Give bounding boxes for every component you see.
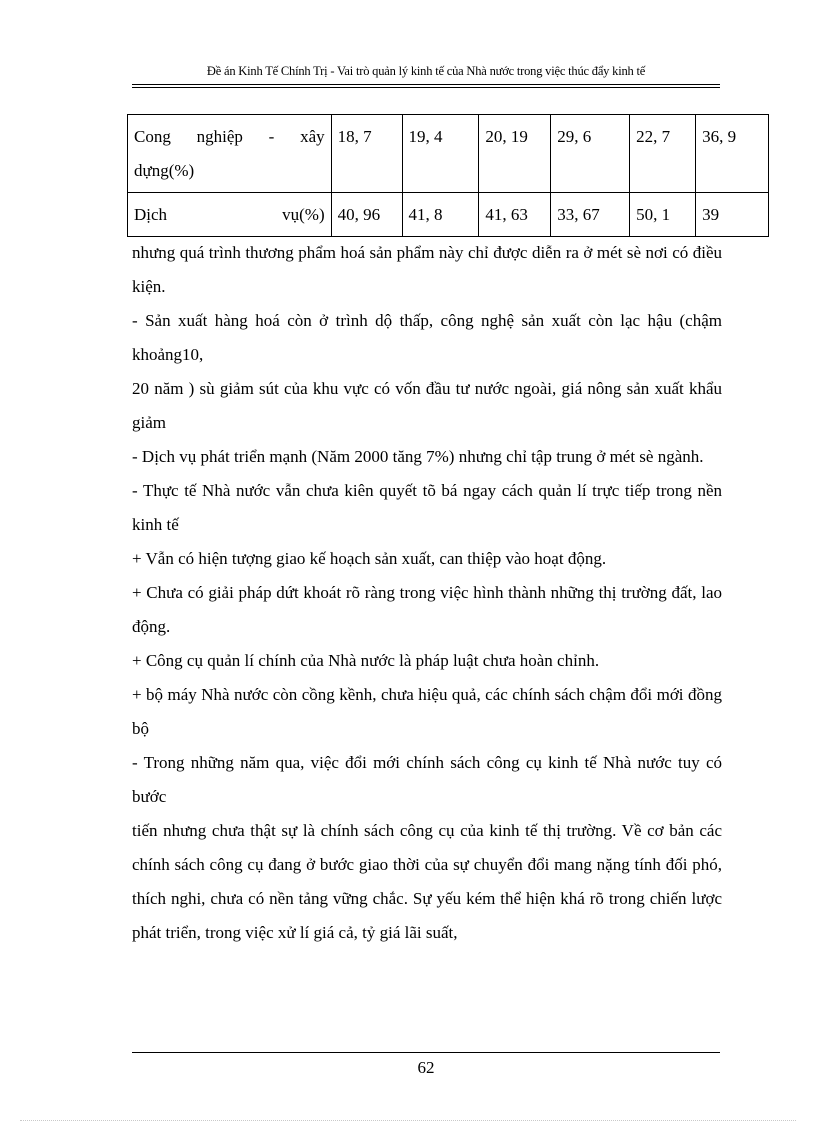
paragraph: + bộ máy Nhà nước còn cồng kềnh, chưa hiệu quả, các chính sách chậm đổi mới đồng bộ [132, 685, 722, 738]
table-row-label [128, 115, 332, 193]
table-cell: 36, 9 [696, 115, 769, 193]
table-cell: 50, 1 [630, 193, 696, 237]
table-cell: 40, 96 [331, 193, 402, 237]
row-label-line2: dựng(%) [134, 161, 195, 180]
body-text [132, 236, 722, 950]
table-cell: 22, 7 [630, 115, 696, 193]
table-cell: 20, 19 [479, 115, 551, 193]
table-row-industry [128, 115, 769, 193]
paragraph: 20 năm ) sù giảm sút của khu vực có vốn đầu tư nước ngoài, giá nông sản xuất khẩu giảm [132, 379, 722, 432]
paragraph: nhưng quá trình thương phẩm hoá sản phẩm này chỉ được diễn ra ở mét sè nơi có điều kiện. [132, 243, 722, 296]
table-row-label: Dịch vụ(%) [128, 193, 332, 237]
paragraph: + Công cụ quản lí chính của Nhà nước là pháp luật chưa hoàn chỉnh. [132, 651, 600, 670]
table-cell: 41, 63 [479, 193, 551, 237]
statistics-table [127, 114, 769, 237]
row-label-line1: Cong nghiệp - xây [134, 127, 325, 146]
table-cell: 18, 7 [331, 115, 402, 193]
table-cell: 29, 6 [551, 115, 630, 193]
paragraph: + Vẫn có hiện tượng giao kế hoạch sản xuất, can thiệp vào hoạt động. [132, 549, 607, 568]
paragraph: - Sản xuất hàng hoá còn ở trình dộ thấp, công nghệ sản xuất còn lạc hậu (chậm khoảng10, [132, 311, 722, 364]
table-cell: 39 [696, 193, 769, 237]
paragraph: tiến nhưng chưa thật sự là chính sách công cụ của kinh tế thị trường. Về cơ bản các chính sách công cụ đang ở bước giao thời của sự chuyển đổi mang nặng tính đối phó, thích nghi, chưa có nền tảng vững chắc. Sự yếu kém thể hiện khá rõ trong chiến lược phát triển, trong việc xử lí giá cả, tỷ giá lãi suất, [132, 821, 722, 942]
paragraph: + Chưa có giải pháp dứt khoát rõ ràng trong việc hình thành những thị trường đất, lao động. [132, 583, 722, 636]
table-cell: 33, 67 [551, 193, 630, 237]
header-rule-bottom [132, 87, 720, 88]
page-edge-divider [20, 1120, 796, 1121]
paragraph: - Thực tế Nhà nước vẫn chưa kiên quyết tõ bá ngay cách quản lí trực tiếp trong nền kinh tế [132, 481, 722, 534]
table-cell: 19, 4 [402, 115, 479, 193]
table-row-services [128, 193, 769, 237]
page-number: 62 [417, 1058, 435, 1077]
paragraph: - Trong những năm qua, việc đổi mới chính sách công cụ kinh tế Nhà nước tuy có bước [132, 753, 722, 806]
page-header: Đề án Kinh Tế Chính Trị - Vai trò quản lý kinh tế của Nhà nước trong việc thúc đẩy kinh tế [206, 64, 646, 78]
header-rule-top [132, 84, 720, 85]
paragraph: - Dịch vụ phát triển mạnh (Năm 2000 tăng 7%) nhưng chỉ tập trung ở mét sè ngành. [132, 447, 704, 466]
footer-rule [132, 1052, 720, 1053]
table-cell: 41, 8 [402, 193, 479, 237]
